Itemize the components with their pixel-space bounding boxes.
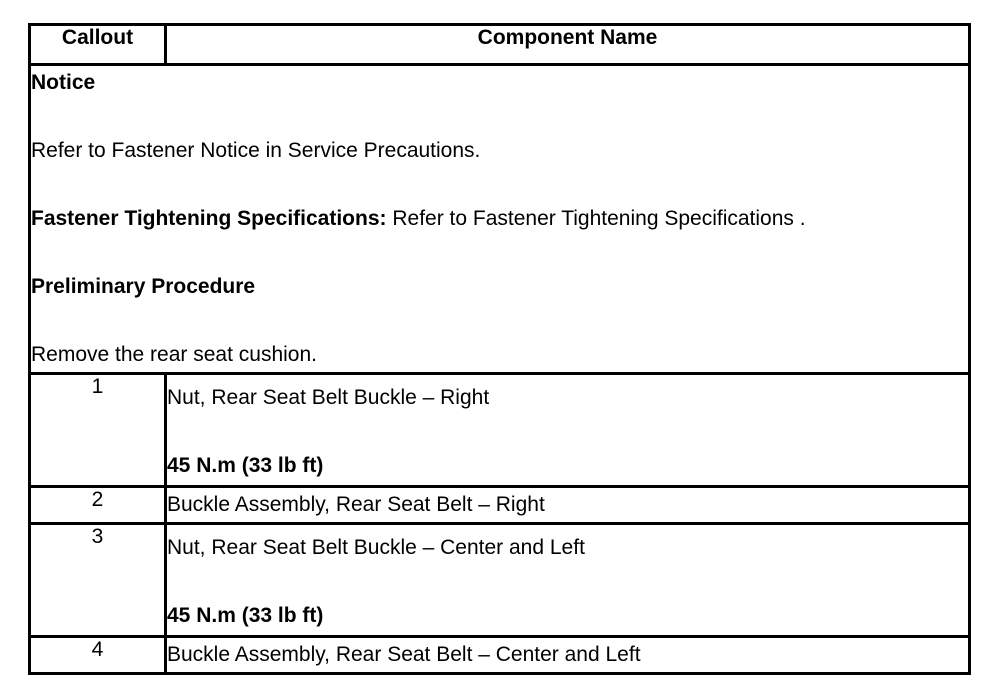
torque-spec: 45 N.m (33 lb ft)	[167, 604, 324, 627]
notice-heading: Notice	[31, 71, 96, 94]
torque-spec: 45 N.m (33 lb ft)	[167, 454, 324, 477]
notice-row	[30, 65, 970, 374]
callout-number: 2	[30, 487, 166, 524]
component-table	[28, 23, 971, 675]
component-cell	[166, 524, 970, 637]
notice-cell	[30, 65, 970, 374]
component-name: Buckle Assembly, Rear Seat Belt – Right	[166, 487, 970, 524]
component-name: Nut, Rear Seat Belt Buckle – Center and Left	[167, 536, 585, 559]
table-row	[30, 374, 970, 487]
callout-number: 1	[30, 374, 166, 487]
callout-number: 4	[30, 637, 166, 674]
table-row	[30, 637, 970, 674]
component-name: Buckle Assembly, Rear Seat Belt – Center and Left	[166, 637, 970, 674]
spec-line	[31, 202, 968, 236]
component-cell	[166, 374, 970, 487]
callout-header: Callout	[30, 25, 166, 65]
spec-label: Fastener Tightening Specifications:	[31, 207, 387, 230]
header-row	[30, 25, 970, 65]
component-name-header: Component Name	[166, 25, 970, 65]
preliminary-heading: Preliminary Procedure	[31, 275, 256, 298]
spec-text: Refer to Fastener Tightening Specifications .	[386, 207, 806, 230]
table-row	[30, 524, 970, 637]
component-name: Nut, Rear Seat Belt Buckle – Right	[167, 386, 490, 409]
preliminary-text: Remove the rear seat cushion.	[31, 343, 317, 366]
callout-number: 3	[30, 524, 166, 637]
notice-text: Refer to Fastener Notice in Service Precautions.	[31, 139, 481, 162]
table-row	[30, 487, 970, 524]
